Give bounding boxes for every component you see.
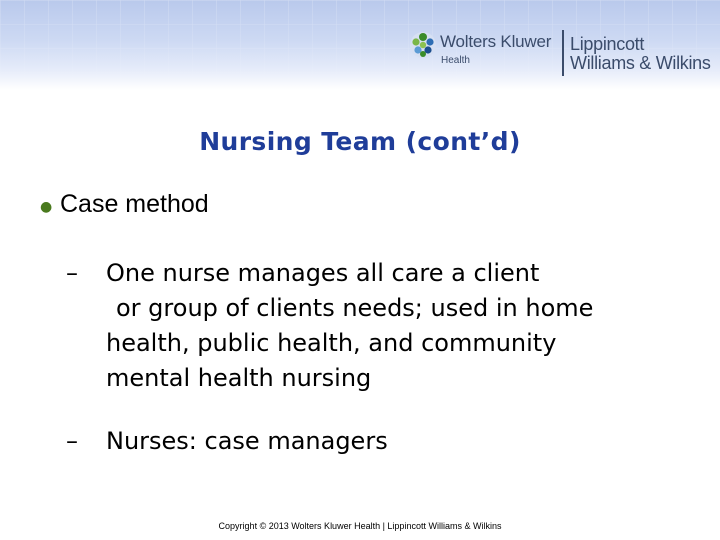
publisher-logo (408, 28, 720, 80)
slide-title: Nursing Team (cont’d) (199, 127, 521, 156)
sub-bullet-line-3: health, public health, and community (106, 329, 557, 357)
logo-company-name: Wolters Kluwer (440, 32, 552, 51)
sub-bullet-line-1: One nurse manages all care a client (106, 259, 540, 287)
logo-divider (562, 30, 564, 76)
logo-division: Health (441, 55, 470, 66)
sub-bullet-item (66, 256, 686, 396)
dash-icon: – (66, 259, 78, 287)
wolters-kluwer-logo-icon (408, 30, 438, 60)
sub-bullet-line-2: or group of clients needs; used in home (116, 294, 594, 322)
logo-brand-line-2: Williams & Wilkins (570, 53, 711, 73)
dash-icon: – (66, 427, 78, 455)
bullet-text: Case method (60, 190, 209, 218)
sub-bullet-line-1: Nurses: case managers (106, 427, 388, 455)
logo-brand-line-1: Lippincott (570, 34, 645, 54)
sub-bullet-item (66, 424, 686, 460)
sub-bullet-line-4: mental health nursing (106, 364, 372, 392)
copyright-footer: Copyright © 2013 Wolters Kluwer Health | Lippincott Williams & Wilkins (218, 521, 502, 531)
bullet-icon: ● (40, 199, 53, 215)
